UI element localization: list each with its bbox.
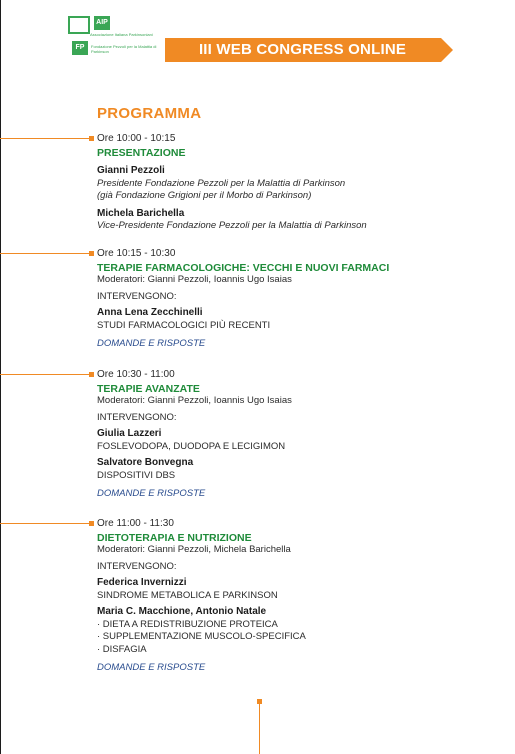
fp-text: Fondazione Pezzoli per la Malattia di Parkinson (91, 44, 157, 54)
session-rule (0, 374, 90, 375)
session-title: TERAPIE AVANZATE (97, 382, 200, 395)
left-margin-rule (0, 0, 1, 754)
session-rule (0, 253, 90, 254)
moderators: Moderatori: Gianni Pezzoli, Ioannis Ugo Isaias (97, 395, 292, 406)
speaker-topic: STUDI FARMACOLOGICI PIÙ RECENTI (97, 319, 271, 331)
aip-badge: AIP (94, 16, 110, 30)
speaker-name: Federica Invernizzi (97, 577, 187, 588)
session-marker (89, 521, 94, 526)
programma-heading: PROGRAMMA (97, 105, 202, 122)
speaker-topic: FOSLEVODOPA, DUODOPA E LECIGIMON (97, 440, 286, 452)
session-dietoterapia (97, 518, 507, 675)
session-rule (0, 138, 90, 139)
speaker-name: Giulia Lazzeri (97, 428, 162, 439)
session-title: PRESENTAZIONE (97, 146, 186, 159)
speaker-name: Gianni Pezzoli (97, 165, 165, 176)
speaker-role: Vice-Presidente Fondazione Pezzoli per la Malattia di Parkinson (97, 220, 367, 231)
congress-banner (165, 38, 453, 62)
speaker-name: Salvatore Bonvegna (97, 457, 194, 468)
fp-badge: FP (72, 41, 88, 55)
qa-link: DOMANDE E RISPOSTE (97, 488, 206, 499)
speaker-topic: SINDROME METABOLICA E PARKINSON (97, 589, 278, 601)
speakers-label: INTERVENGONO: (97, 411, 177, 423)
moderators: Moderatori: Gianni Pezzoli, Michela Barichella (97, 544, 291, 555)
speaker-topic: · DIETA A REDISTRIBUZIONE PROTEICA (97, 618, 278, 630)
speaker-topic: DISPOSITIVI DBS (97, 469, 176, 481)
speaker-topic: · DISFAGIA (97, 643, 147, 655)
speaker-name: Anna Lena Zecchinelli (97, 307, 203, 318)
session-marker (89, 136, 94, 141)
session-title: TERAPIE FARMACOLOGICHE: VECCHI E NUOVI FARMACI (97, 261, 390, 274)
speakers-label: INTERVENGONO: (97, 290, 177, 302)
session-rule (0, 523, 90, 524)
session-time: Ore 10:00 - 10:15 (97, 133, 176, 144)
speaker-role: (già Fondazione Grigioni per il Morbo di Parkinson) (97, 189, 312, 201)
session-marker (89, 372, 94, 377)
qa-link: DOMANDE E RISPOSTE (97, 662, 206, 673)
session-title: DIETOTERAPIA E NUTRIZIONE (97, 531, 252, 544)
speaker-topic: · SUPPLEMENTAZIONE MUSCOLO-SPECIFICA (97, 631, 306, 642)
banner-title: III WEB CONGRESS ONLINE (198, 41, 407, 58)
speaker-role: Presidente Fondazione Pezzoli per la Malattia di Parkinson (97, 177, 346, 189)
moderators: Moderatori: Gianni Pezzoli, Ioannis Ugo Isaias (97, 274, 292, 285)
session-time: Ore 10:15 - 10:30 (97, 248, 176, 259)
speakers-label: INTERVENGONO: (97, 560, 177, 572)
session-time: Ore 11:00 - 11:30 (97, 518, 174, 529)
session-time: Ore 10:30 - 11:00 (97, 369, 175, 380)
session-marker (89, 251, 94, 256)
session-terapie-avanzate (97, 369, 507, 501)
aip-figure-icon (68, 16, 90, 34)
qa-link: DOMANDE E RISPOSTE (97, 338, 206, 349)
session-terapie-farmacologiche (97, 248, 507, 351)
bottom-vertical-rule (259, 702, 260, 754)
aip-text: Associazione Italiana Parkinsoniani (90, 32, 153, 37)
session-presentazione (97, 133, 507, 232)
speaker-name: Maria C. Macchione, Antonio Natale (97, 606, 267, 617)
speaker-name: Michela Barichella (97, 207, 185, 219)
